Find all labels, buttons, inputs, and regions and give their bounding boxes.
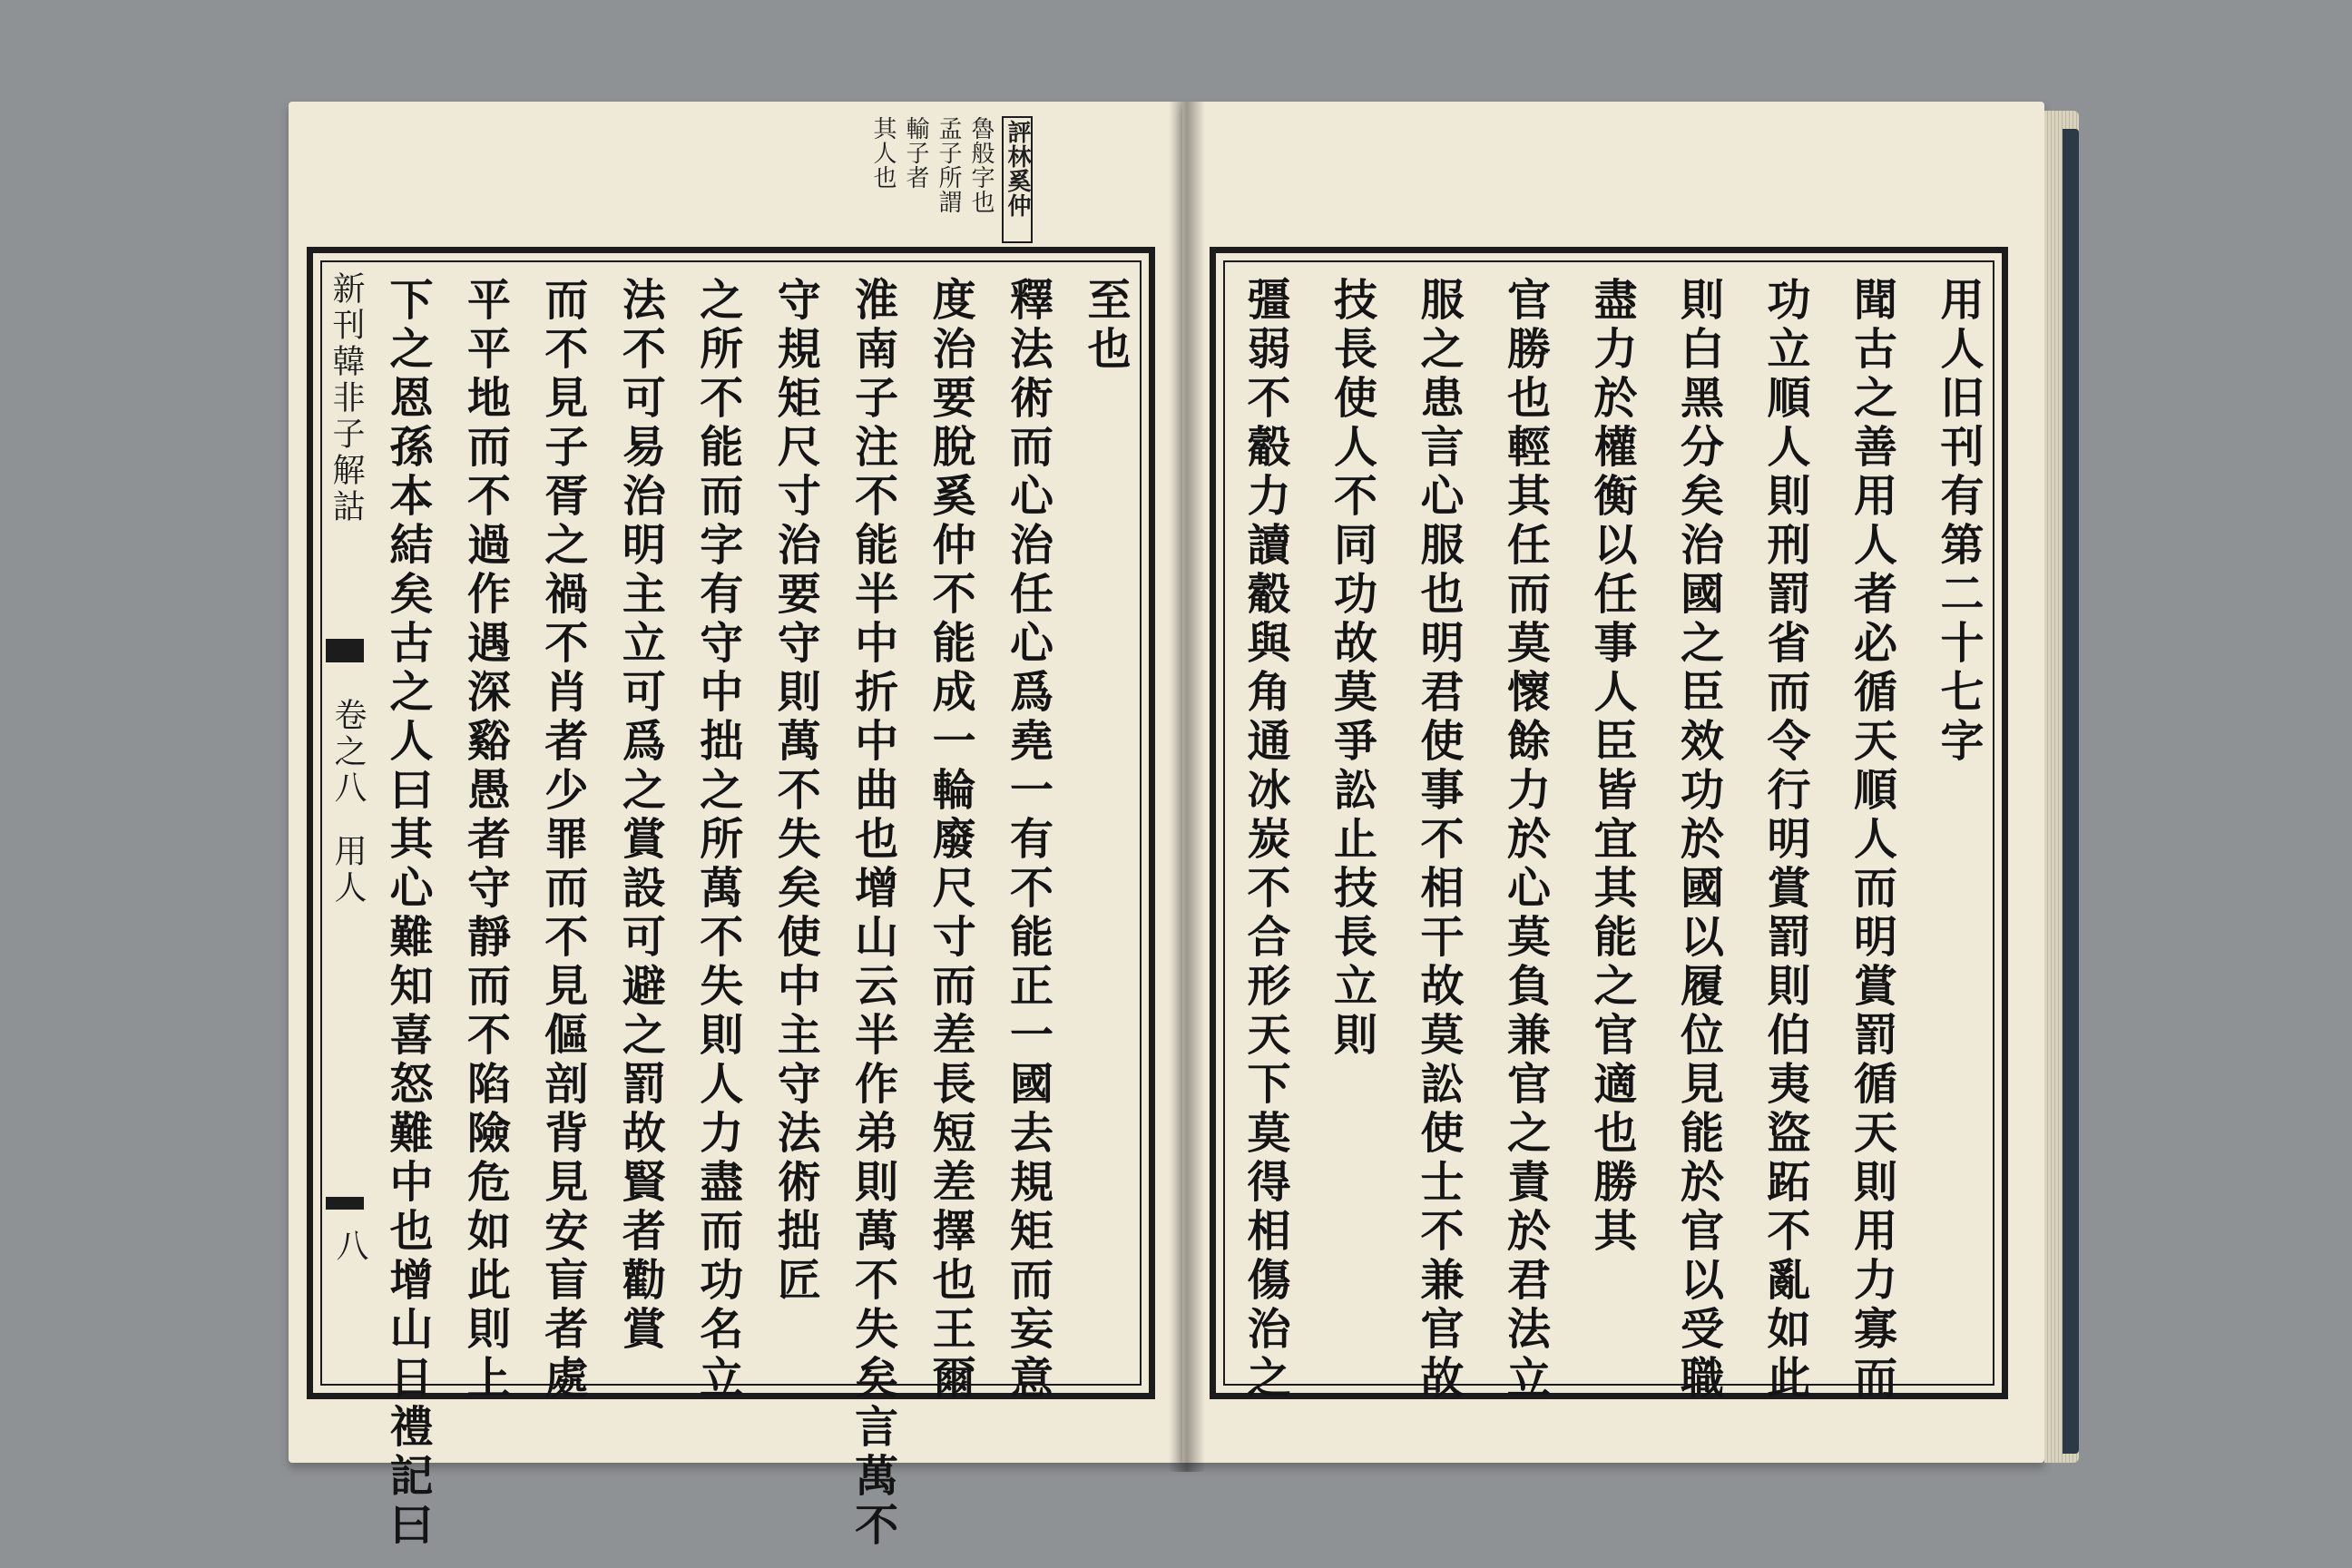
text-column: 淮南子注不能半中折中曲也增山云半作弟則萬不失矣言萬不 [847, 277, 898, 1551]
text-column: 守規矩尺寸治要守則萬不失矣使中主守法術拙匠 [769, 277, 821, 1306]
text-column: 官勝也輕其任而莫懷餘力於心莫負兼官之責於君法立 [1499, 277, 1551, 1404]
book-title-margin: 新刊韓非子解詁 [328, 271, 365, 525]
book-spine [1169, 102, 1205, 1472]
text-column: 法不可易治明主立可爲之賞設可避之罰故賢者勸賞 [614, 277, 666, 1355]
text-column: 平平地而不過作遇深谿愚者守靜而不陷險危如此則上 [459, 277, 511, 1404]
text-column: 服之患言心服也明君使事不相干故莫訟使士不兼官故 [1413, 277, 1464, 1404]
text-column: 功立順人則刑罰省而令行明賞罰則伯夷盜跖不亂如此 [1759, 277, 1810, 1404]
text-column: 下之恩孫本結矣古之人曰其心難知喜怒難中也增山日禮記曰 [382, 277, 433, 1551]
header-note-line: 其人也 [869, 116, 897, 190]
header-annotation [842, 116, 1033, 243]
text-column: 則白黑分矣治國之臣效功於國以履位見能於官以受職 [1672, 277, 1724, 1404]
cover-edge [2063, 129, 2079, 1454]
chapter-title: 用人旧刊有第二十七字 [1933, 277, 1984, 767]
header-note-line: 評林奚仲 [1002, 116, 1033, 243]
text-column: 度治要脫奚仲不能成一輪廢尺寸而差長短差擇也王爾 [925, 277, 976, 1404]
right-text-frame [1210, 247, 2008, 1404]
header-note-line: 孟子所謂 [935, 116, 962, 214]
volume-margin: 卷之八 [329, 698, 367, 807]
text-column: 至也 [1079, 277, 1131, 375]
text-column: 技長使人不同功故莫爭訟止技長立則 [1326, 277, 1377, 1061]
section-margin: 用人 [329, 834, 367, 906]
text-column: 聞古之善用人者必循天順人而明賞罰循天則用力寡而 [1846, 277, 1897, 1404]
left-page [289, 102, 1182, 1551]
text-column: 盡力於權衡以任事人臣皆宜其能之官適也勝其 [1586, 277, 1637, 1257]
left-text-frame [307, 247, 1155, 1551]
header-note-line: 魯般字也 [967, 116, 995, 214]
fold-mark [326, 639, 364, 662]
fold-mark [326, 1197, 364, 1210]
text-column: 而不見子胥之禍不肖者少罪而不見傴剖背見安盲者處 [536, 277, 588, 1404]
open-book [289, 102, 2080, 1551]
text-column: 之所不能而字有守中拙之所萬不失則人力盡而功名立 [691, 277, 743, 1404]
right-page [1182, 102, 2044, 1463]
header-note-line: 輸子者 [902, 116, 929, 190]
page-number: 八 [331, 1229, 368, 1265]
text-column: 釋法術而心治任心爲堯一有不能正一國去規矩而妄意 [1002, 277, 1054, 1404]
text-column: 彊弱不觳力讀觳與角通冰炭不合形天下莫得相傷治之 [1240, 277, 1290, 1404]
